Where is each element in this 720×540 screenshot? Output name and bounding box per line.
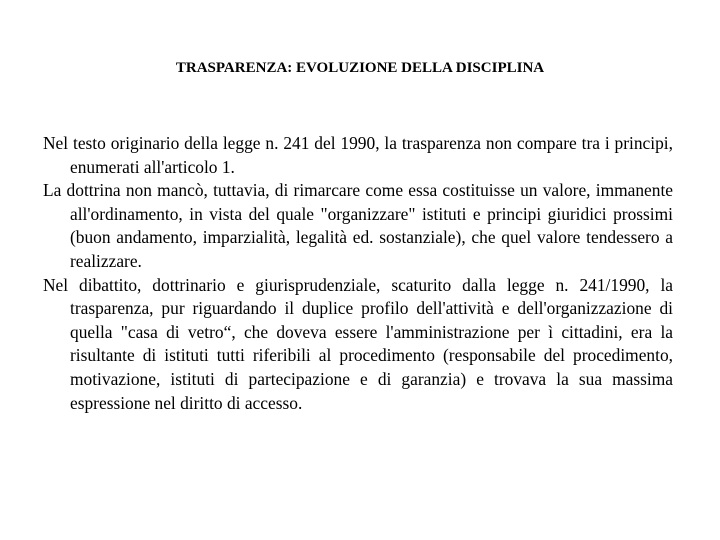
page-title: TRASPARENZA: EVOLUZIONE DELLA DISCIPLINA bbox=[175, 60, 545, 76]
paragraph-original-text: Nel testo originario della legge n. 241 del 1990, la trasparenza non compare tra i principi, enumerati all'articolo 1. bbox=[43, 133, 673, 177]
body-text bbox=[43, 132, 673, 415]
paragraph-doctrine: La dottrina non mancò, tuttavia, di rimarcare come essa costituisse un valore, immanente all'ordinamento, in vista del quale "organizzare" istituti e principi giuridici prossimi (buon andamento, imparzialità, legalità ed. sostanziale), che quel valore tendessero a realizzare. bbox=[43, 180, 673, 271]
paragraph-debate: Nel dibattito, dottrinario e giurisprudenziale, scaturito dalla legge n. 241/1990, la trasparenza, pur riguardando il duplice profilo dell'attività e dell'organizzazione di quella "casa di vetro“, che doveva essere l'amministrazione per ì cittadini, era la risultante di istituti tutti riferibili al procedimento (responsabile del procedimento, motivazione, istituti di partecipazione e di garanzia) e trovava la sua massima espressione nel diritto di accesso. bbox=[43, 274, 673, 413]
